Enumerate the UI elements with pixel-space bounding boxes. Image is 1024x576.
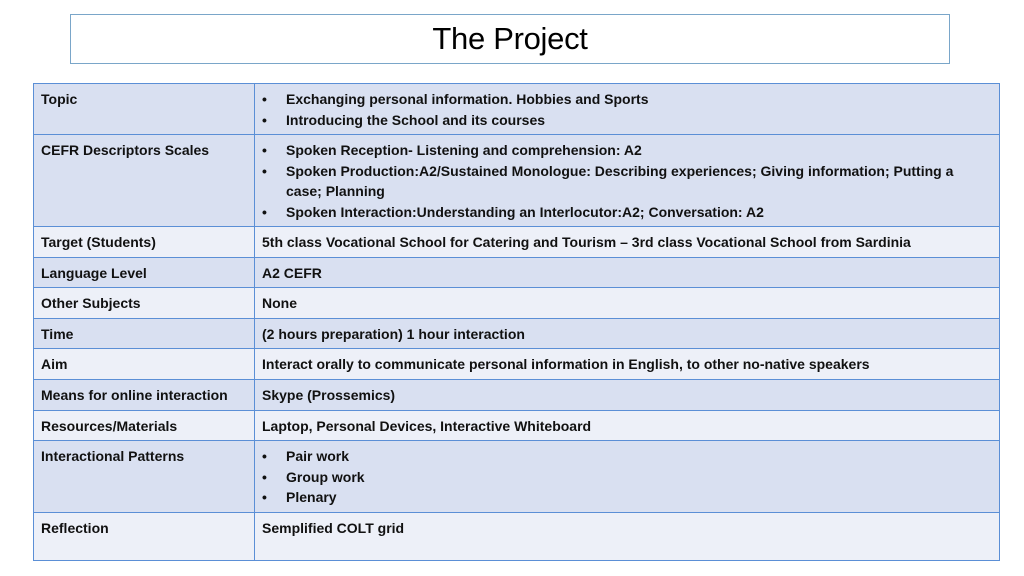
page-title: The Project xyxy=(432,21,588,56)
row-value: Laptop, Personal Devices, Interactive Whiteboard xyxy=(255,410,1000,441)
row-value: A2 CEFR xyxy=(255,257,1000,288)
list-item: • Plenary xyxy=(286,487,992,508)
row-label: Target (Students) xyxy=(34,227,255,258)
list-item: • Spoken Reception- Listening and comprehension: A2 xyxy=(286,140,992,161)
table-row xyxy=(34,349,1000,380)
table-row xyxy=(34,379,1000,410)
row-label: Language Level xyxy=(34,257,255,288)
list-item: • Spoken Interaction:Understanding an Interlocutor:A2; Conversation: A2 xyxy=(286,202,992,223)
row-value xyxy=(255,84,1000,135)
table-row xyxy=(34,257,1000,288)
title-box xyxy=(70,14,950,64)
table-row xyxy=(34,288,1000,319)
row-label: Topic xyxy=(34,84,255,135)
bullet-list xyxy=(262,446,992,508)
list-item: • Group work xyxy=(286,467,992,488)
row-label: CEFR Descriptors Scales xyxy=(34,135,255,227)
row-label: Reflection xyxy=(34,512,255,560)
table-row xyxy=(34,84,1000,135)
row-label: Interactional Patterns xyxy=(34,441,255,513)
row-value: Skype (Prossemics) xyxy=(255,379,1000,410)
row-label: Means for online interaction xyxy=(34,379,255,410)
row-label: Time xyxy=(34,318,255,349)
row-label: Other Subjects xyxy=(34,288,255,319)
row-value xyxy=(255,441,1000,513)
project-table xyxy=(33,83,1000,561)
row-value: Semplified COLT grid xyxy=(255,512,1000,560)
table-row xyxy=(34,135,1000,227)
row-value: Interact orally to communicate personal information in English, to other no-native speakers xyxy=(255,349,1000,380)
row-value: None xyxy=(255,288,1000,319)
list-item: • Exchanging personal information. Hobbies and Sports xyxy=(286,89,992,110)
table-row xyxy=(34,318,1000,349)
table-row xyxy=(34,410,1000,441)
list-item: • Introducing the School and its courses xyxy=(286,110,992,131)
row-value: 5th class Vocational School for Catering and Tourism – 3rd class Vocational School from Sardinia xyxy=(255,227,1000,258)
table-row xyxy=(34,441,1000,513)
list-item: • Spoken Production:A2/Sustained Monologue: Describing experiences; Giving information; Putting a case; Planning xyxy=(286,161,992,202)
bullet-list xyxy=(262,140,992,222)
row-value: (2 hours preparation) 1 hour interaction xyxy=(255,318,1000,349)
table-row xyxy=(34,512,1000,560)
row-label: Aim xyxy=(34,349,255,380)
row-value xyxy=(255,135,1000,227)
list-item: • Pair work xyxy=(286,446,992,467)
row-label: Resources/Materials xyxy=(34,410,255,441)
bullet-list xyxy=(262,89,992,130)
table-row xyxy=(34,227,1000,258)
